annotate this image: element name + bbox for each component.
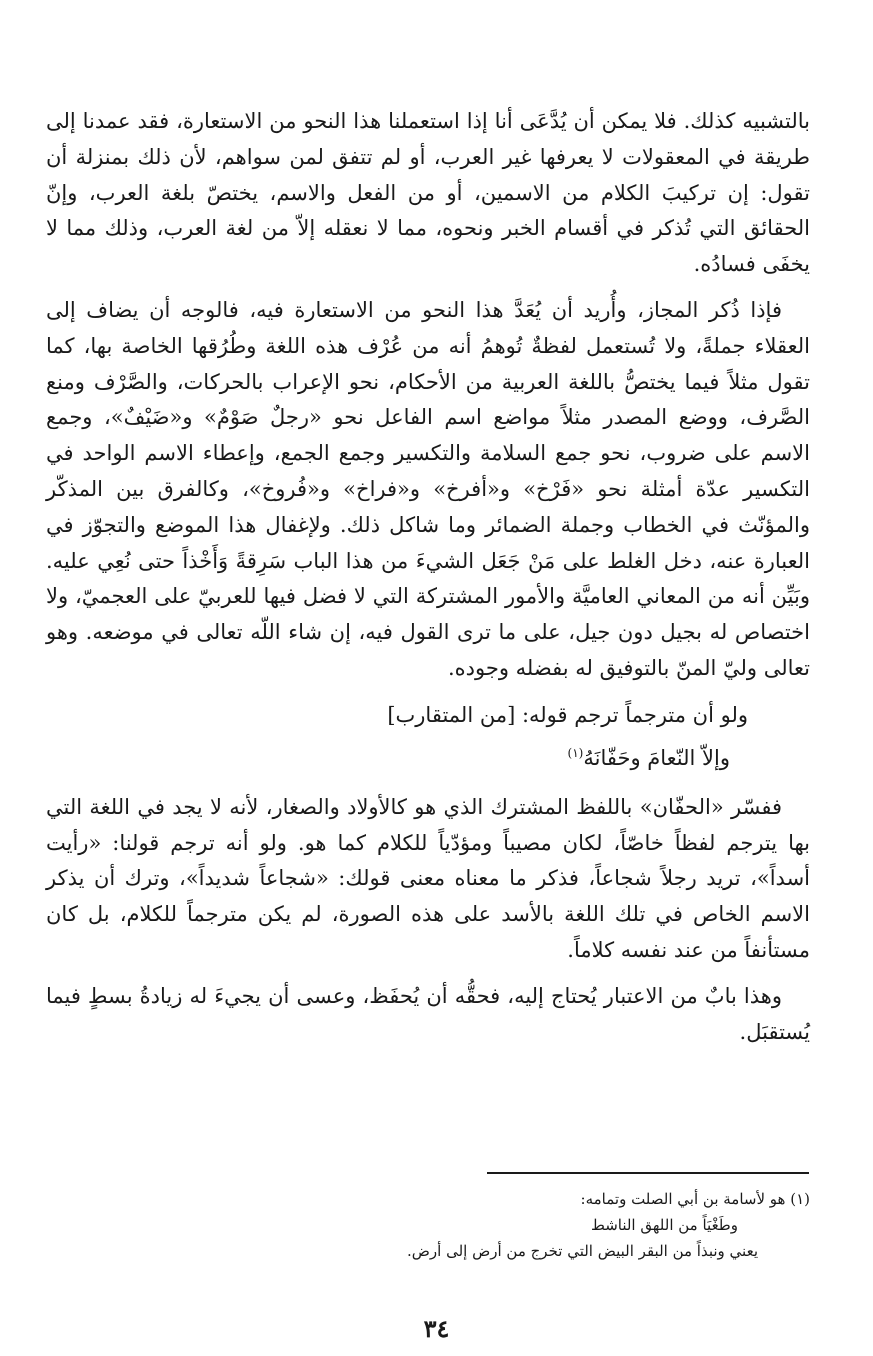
verse-line	[46, 735, 810, 776]
paragraph-1: بالتشبيه كذلك. فلا يمكن أن يُدَّعَى أنا إذا استعملنا هذا النحو من الاستعارة، فقد عمدنا إلى طريقة في المعقولات لا يعرفها غير العرب، أو لم تتفق لمن سواهم، لأن ذلك بمنزلة أن تقول: إن تركيبَ الكلام من الاسمين، أو من الفعل والاسم، يختصّ بلغة العرب، وإنّ الحقائق التي تُذكر في أقسام الخبر ونحوه، مما لا نعقله إلاّ من لغة العرب، وذلك مما لا يخفَى فسادُه.	[46, 109, 810, 277]
verse-intro: ولو أن مترجماً ترجم قوله: [من المتقارب]	[387, 702, 748, 727]
page-number: ٣٤	[423, 1314, 450, 1343]
footnote-divider	[487, 1172, 809, 1174]
footnote-line-2: وطَغْيَاً من اللهق الناشط	[590, 1216, 738, 1234]
footnote-line-1: (١) هو لأسامة بن أبي الصلت وتمامه:	[580, 1190, 810, 1208]
paragraph-3: ففسّر «الحفّان» باللفظ المشترك الذي هو كالأولاد والصغار، لأنه لا يجد في اللغة التي بها يترجم لفظاً خاصّاً، لكان مصيباً ومؤدّياً للكلام كما هو. ولو أنه ترجم قولنا: «رأيت أسداً»، تريد رجلاً شجاعاً، فذكر ما معناه معنى قولك: «شجاعاً شديداً»، وترك أن يذكر الاسم الخاص في تلك اللغة بالأسد على هذه الصورة، لم يكن مترجماً للكلام، بل كان مستأنفاً من عند نفسه كلاماً.	[46, 794, 810, 962]
paragraph-4: وهذا بابٌ من الاعتبار يُحتاج إليه، فحقُّه أن يُحفَظ، وعسى أن يجيءَ له زيادةُ بسطٍ فيما يُستقبَل.	[46, 983, 810, 1044]
paragraph-2: فإذا ذُكر المجاز، وأُريد أن يُعَدَّ هذا النحو من الاستعارة فيه، فالوجه أن يضاف إلى العقلاء جملةً، ولا تُستعمل لفظةٌ تُوهمُ أنه من عُرْف هذه اللغة وطُرُقها الخاصة بها، كما تقول مثلاً فيما يختصُّ باللغة العربية من الأحكام، نحو الإعراب بالحركات، والصَّرْف ومنع الصَّرف، ووضع المصدر مثلاً مواضع اسم الفاعل نحو «رجلٌ صَوْمٌ» و«ضَيْفٌ»، وجمع الاسم على ضروب، نحو جمع السلامة والتكسير وجمع الجمع، وإعطاء الاسم الواحد في التكسير عدّة أمثلة نحو «فَرْخ» و«أفرخ» و«فراخ» و«فُروخ»، وكالفرق بين المذكّر والمؤنّث في الخطاب وجملة الضمائر وما شاكل ذلك. ولإغفال هذا الموضع والتجوّز في العبارة عنه، دخل الغلط على مَنْ جَعَل الشيءَ من هذا الباب سَرِقةً وَأَخْذاً حتى نُعِي عليه. وبَيِّن أنه من المعاني العاميَّة والأمور المشتركة التي لا فضل فيها للعربيّ على العجميّ، ولا اختصاص له بجيل دون جيل، على ما ترى القول فيه، إن شاء اللّه تعالى في موضعه. وهو تعالى وليّ المنّ بالتوفيق له بفضله وجوده.	[46, 297, 810, 680]
verse-text: وإلاّ النّعامَ وحَفّانَهُ	[583, 745, 730, 770]
footnote-marker: (١)	[567, 745, 584, 760]
footnote-line-3: يعني ونبذاً من البقر البيض التي تخرج من أرض إلى أرض.	[407, 1242, 758, 1260]
main-text	[46, 104, 810, 1060]
footnotes	[46, 1186, 810, 1264]
